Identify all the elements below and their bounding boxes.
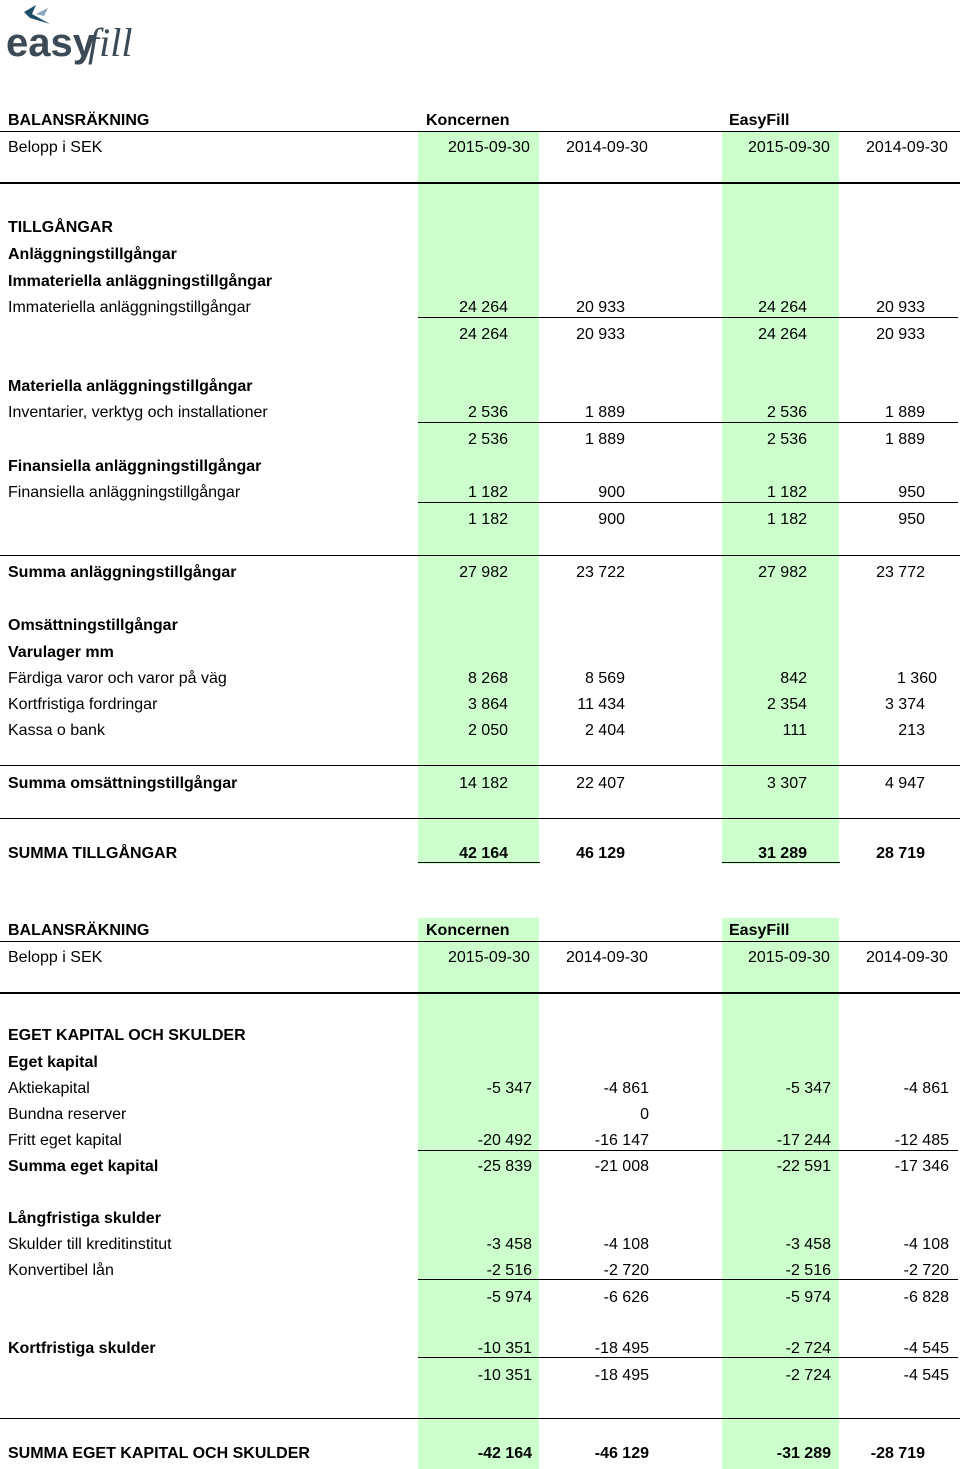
group-koncernen: Koncernen bbox=[426, 112, 510, 129]
cell: 842 bbox=[780, 670, 807, 687]
cell: -46 129 bbox=[594, 1445, 649, 1462]
cell: -12 485 bbox=[894, 1132, 949, 1149]
cell: 111 bbox=[782, 722, 807, 739]
cell: 1 360 bbox=[896, 670, 937, 687]
sum-divider bbox=[418, 422, 958, 423]
sum-divider bbox=[418, 1279, 958, 1280]
subsection-title-row bbox=[0, 269, 960, 295]
section-title-row bbox=[0, 1023, 960, 1049]
cell: -4 545 bbox=[903, 1367, 949, 1384]
row-label: Aktiekapital bbox=[8, 1080, 90, 1097]
cell: 46 129 bbox=[576, 845, 625, 862]
subsection-title-row bbox=[0, 1206, 960, 1232]
row-label: Färdiga varor och varor på väg bbox=[8, 670, 227, 687]
row-label: Skulder till kreditinstitut bbox=[8, 1236, 172, 1253]
easyfill-logo bbox=[6, 2, 156, 74]
sum-divider bbox=[418, 1357, 958, 1358]
cell: 22 407 bbox=[576, 775, 625, 792]
divider bbox=[0, 1418, 960, 1419]
date-col-2: 2014-09-30 bbox=[566, 949, 648, 966]
subsection-title-row bbox=[0, 454, 960, 480]
cell: 24 264 bbox=[459, 326, 508, 343]
row-label: Summa anläggningstillgångar bbox=[8, 564, 237, 581]
row-label: Kortfristiga fordringar bbox=[8, 696, 158, 713]
table-row bbox=[0, 1232, 960, 1258]
cell: -5 347 bbox=[785, 1080, 831, 1097]
cell: 31 289 bbox=[758, 845, 807, 862]
subtotal-row bbox=[0, 1285, 960, 1311]
date-header-row bbox=[0, 135, 960, 161]
cell: 1 182 bbox=[766, 484, 807, 501]
cell: -21 008 bbox=[594, 1158, 649, 1175]
double-underline bbox=[722, 862, 840, 863]
svg-text:fill: fill bbox=[88, 20, 133, 65]
sum-divider bbox=[418, 1150, 958, 1151]
cell: -5 974 bbox=[785, 1289, 831, 1306]
date-col-1: 2015-09-30 bbox=[448, 139, 530, 156]
cell: -2 720 bbox=[603, 1262, 649, 1279]
cell: 1 889 bbox=[584, 431, 625, 448]
cell: -2 516 bbox=[785, 1262, 831, 1279]
row-label: Bundna reserver bbox=[8, 1106, 127, 1123]
row-label: Summa eget kapital bbox=[8, 1158, 159, 1175]
total-row bbox=[0, 771, 960, 797]
subsection-title-row bbox=[0, 374, 960, 400]
balance-title: BALANSRÄKNING bbox=[8, 112, 150, 129]
intangible-title: Immateriella anläggningstillgångar bbox=[8, 273, 273, 290]
date-col-3: 2015-09-30 bbox=[748, 139, 830, 156]
subsection-title-row bbox=[0, 242, 960, 268]
cell: -20 492 bbox=[477, 1132, 532, 1149]
divider bbox=[0, 555, 960, 556]
cell: -17 346 bbox=[894, 1158, 949, 1175]
cell: -31 289 bbox=[776, 1445, 831, 1462]
subtotal-row bbox=[0, 427, 960, 453]
date-col-4: 2014-09-30 bbox=[866, 949, 948, 966]
group-easyfill: EasyFill bbox=[729, 112, 790, 129]
table-row bbox=[0, 1076, 960, 1102]
fixed-assets-title: Anläggningstillgångar bbox=[8, 246, 177, 263]
cell: 900 bbox=[598, 511, 625, 528]
cell: -22 591 bbox=[776, 1158, 831, 1175]
date-col-1: 2015-09-30 bbox=[448, 949, 530, 966]
double-underline bbox=[418, 862, 540, 863]
cell: 23 722 bbox=[576, 564, 625, 581]
tangible-title: Materiella anläggningstillgångar bbox=[8, 378, 253, 395]
cell: 2 536 bbox=[766, 431, 807, 448]
cell: -4 861 bbox=[903, 1080, 949, 1097]
cell: -17 244 bbox=[776, 1132, 831, 1149]
cell: -3 458 bbox=[785, 1236, 831, 1253]
row-label: Finansiella anläggningstillgångar bbox=[8, 484, 241, 501]
cell: 27 982 bbox=[758, 564, 807, 581]
svg-text:easy: easy bbox=[6, 21, 95, 65]
cell: -4 861 bbox=[603, 1080, 649, 1097]
table-row bbox=[0, 666, 960, 692]
row-label: Immateriella anläggningstillgångar bbox=[8, 299, 251, 316]
cell: 23 772 bbox=[876, 564, 925, 581]
divider bbox=[0, 941, 960, 942]
cell: 900 bbox=[598, 484, 625, 501]
cell: 1 182 bbox=[467, 511, 508, 528]
divider bbox=[0, 182, 960, 184]
assets-title: TILLGÅNGAR bbox=[8, 219, 113, 236]
cell: 20 933 bbox=[576, 299, 625, 316]
cell: 20 933 bbox=[576, 326, 625, 343]
row-label: Kortfristiga skulder bbox=[8, 1340, 156, 1357]
cell: -2 516 bbox=[486, 1262, 532, 1279]
table-row bbox=[0, 718, 960, 744]
total-row bbox=[0, 1154, 960, 1180]
group-koncernen: Koncernen bbox=[426, 922, 510, 939]
equity-title: Eget kapital bbox=[8, 1054, 98, 1071]
cell: 14 182 bbox=[459, 775, 508, 792]
cell: -2 720 bbox=[903, 1262, 949, 1279]
cell: -4 545 bbox=[903, 1340, 949, 1357]
cell: 2 354 bbox=[766, 696, 807, 713]
cell: 213 bbox=[898, 722, 925, 739]
financial-title: Finansiella anläggningstillgångar bbox=[8, 458, 262, 475]
cell: 1 182 bbox=[467, 484, 508, 501]
section-gap bbox=[0, 864, 960, 918]
cell: 27 982 bbox=[459, 564, 508, 581]
cell: 24 264 bbox=[758, 326, 807, 343]
cell: -6 626 bbox=[603, 1289, 649, 1306]
row-label: Summa omsättningstillgångar bbox=[8, 775, 238, 792]
cell: -2 724 bbox=[785, 1367, 831, 1384]
cell: -10 351 bbox=[477, 1367, 532, 1384]
divider bbox=[0, 131, 960, 132]
table-row bbox=[0, 692, 960, 718]
cell: 1 889 bbox=[584, 404, 625, 421]
longterm-title: Långfristiga skulder bbox=[8, 1210, 161, 1227]
cell: 1 182 bbox=[766, 511, 807, 528]
cell: -18 495 bbox=[594, 1367, 649, 1384]
cell: 1 889 bbox=[884, 404, 925, 421]
subsection-title-row bbox=[0, 613, 960, 639]
cell: 950 bbox=[898, 484, 925, 501]
cell: -25 839 bbox=[477, 1158, 532, 1175]
total-row bbox=[0, 560, 960, 586]
cell: -28 719 bbox=[870, 1445, 925, 1462]
cell: 2 536 bbox=[467, 431, 508, 448]
table-row bbox=[0, 1102, 960, 1128]
row-label: Konvertibel lån bbox=[8, 1262, 114, 1279]
cell: 8 268 bbox=[467, 670, 508, 687]
cell: -18 495 bbox=[594, 1340, 649, 1357]
date-col-4: 2014-09-30 bbox=[866, 139, 948, 156]
cell: 24 264 bbox=[459, 299, 508, 316]
cell: -3 458 bbox=[486, 1236, 532, 1253]
currency-label: Belopp i SEK bbox=[8, 949, 103, 966]
row-label: SUMMA EGET KAPITAL OCH SKULDER bbox=[8, 1445, 310, 1462]
cell: 2 404 bbox=[584, 722, 625, 739]
cell: 1 889 bbox=[884, 431, 925, 448]
row-label: SUMMA TILLGÅNGAR bbox=[8, 845, 178, 862]
sum-divider bbox=[418, 317, 958, 318]
cell: -16 147 bbox=[594, 1132, 649, 1149]
table-row bbox=[0, 1258, 960, 1284]
cell: 24 264 bbox=[758, 299, 807, 316]
cell: 20 933 bbox=[876, 299, 925, 316]
cell: 4 947 bbox=[884, 775, 925, 792]
cell: 42 164 bbox=[459, 845, 508, 862]
date-header-row bbox=[0, 945, 960, 971]
grand-total-row bbox=[0, 1441, 960, 1467]
cell: 950 bbox=[898, 511, 925, 528]
cell: 2 536 bbox=[766, 404, 807, 421]
currency-label: Belopp i SEK bbox=[8, 139, 103, 156]
cell: -10 351 bbox=[477, 1340, 532, 1357]
divider bbox=[0, 818, 960, 819]
subtotal-row bbox=[0, 322, 960, 348]
divider bbox=[0, 765, 960, 766]
cell: 11 434 bbox=[577, 696, 625, 713]
group-easyfill: EasyFill bbox=[729, 922, 790, 939]
cell: -4 108 bbox=[903, 1236, 949, 1253]
cell: -5 347 bbox=[486, 1080, 532, 1097]
cell: 20 933 bbox=[876, 326, 925, 343]
cell: 3 374 bbox=[884, 696, 925, 713]
date-col-2: 2014-09-30 bbox=[566, 139, 648, 156]
cell: -5 974 bbox=[486, 1289, 532, 1306]
cell: 28 719 bbox=[876, 845, 925, 862]
cell: -2 724 bbox=[785, 1340, 831, 1357]
balance-title: BALANSRÄKNING bbox=[8, 922, 150, 939]
section-title-row bbox=[0, 215, 960, 241]
subtotal-row bbox=[0, 507, 960, 533]
table-row bbox=[0, 1336, 960, 1362]
cell: 2 536 bbox=[467, 404, 508, 421]
cell: 8 569 bbox=[584, 670, 625, 687]
cell: -4 108 bbox=[603, 1236, 649, 1253]
date-col-3: 2015-09-30 bbox=[748, 949, 830, 966]
subtotal-row bbox=[0, 1363, 960, 1389]
inventory-title: Varulager mm bbox=[8, 644, 114, 661]
divider bbox=[0, 992, 960, 994]
cell: 2 050 bbox=[467, 722, 508, 739]
row-label: Kassa o bank bbox=[8, 722, 105, 739]
current-assets-title: Omsättningstillgångar bbox=[8, 617, 178, 634]
subsection-title-row bbox=[0, 1050, 960, 1076]
row-label: Inventarier, verktyg och installationer bbox=[8, 404, 268, 421]
row-label: Fritt eget kapital bbox=[8, 1132, 122, 1149]
sum-divider bbox=[418, 502, 958, 503]
subsection-title-row bbox=[0, 640, 960, 666]
cell: -42 164 bbox=[477, 1445, 532, 1462]
cell: 3 864 bbox=[467, 696, 508, 713]
cell: 0 bbox=[640, 1106, 649, 1123]
cell: 3 307 bbox=[766, 775, 807, 792]
equity-liabilities-title: EGET KAPITAL OCH SKULDER bbox=[8, 1027, 246, 1044]
cell: -6 828 bbox=[903, 1289, 949, 1306]
